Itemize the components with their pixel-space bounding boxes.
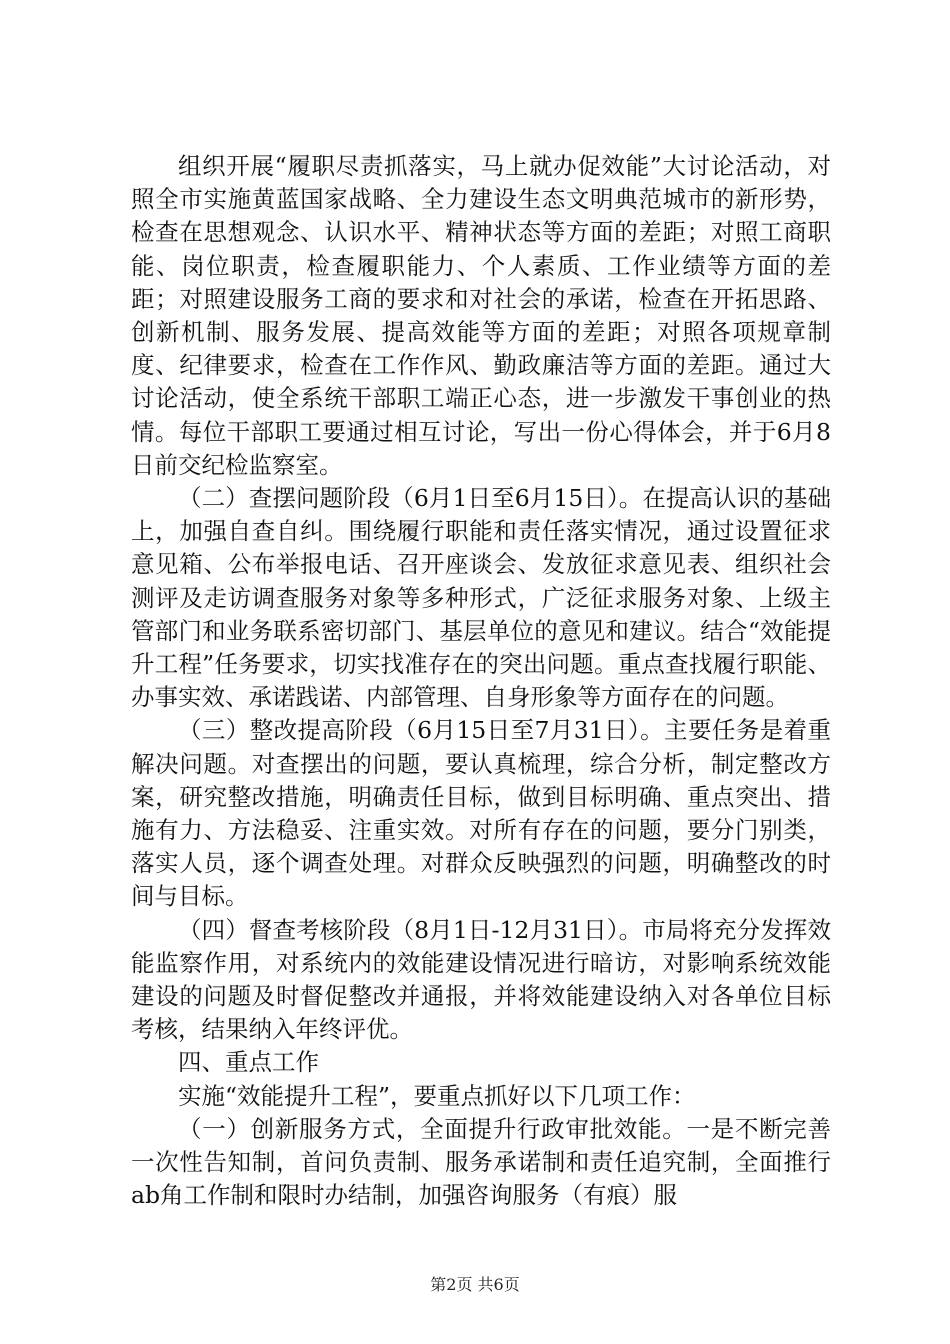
page-number-footer: 第2页 共6页	[430, 1275, 520, 1294]
paragraph-stage-two: （二）查摆问题阶段（6月1日至6月15日）。在提高认识的基础上，加强自查自纠。围绕履行职能和责任落实情况，通过设置征求意见箱、公布举报电话、召开座谈会、发放征求意见表、组织社会测评及走访调查服务对象等多种形式，广泛征求服务对象、上级主管部门和业务联系密切部门、基层单位的意见和建议。结合“效能提升工程”任务要求，切实找准存在的突出问题。重点查找履行职能、办事实效、承诺践诺、内部管理、自身形象等方面存在的问题。	[131, 484, 831, 712]
paragraph-item-one: （一）创新服务方式，全面提升行政审批效能。一是不断完善一次性告知制，首问负责制、服务承诺制和责任追究制，全面推行ab角工作制和限时办结制，加强咨询服务（有痕）服	[131, 1114, 831, 1210]
section-heading-key-work: 四、重点工作	[178, 1048, 319, 1077]
paragraph-discussion-activity: 组织开展“履职尽责抓落实，马上就办促效能”大讨论活动，对照全市实施黄蓝国家战略、全力建设生态文明典范城市的新形势，检查在思想观念、认识水平、精神状态等方面的差距；对照工商职能、岗位职责，检查履职能力、个人素质、工作业绩等方面的差距；对照建设服务工商的要求和对社会的承诺，检查在开拓思路、创新机制、服务发展、提高效能等方面的差距；对照各项规章制度、纪律要求，检查在工作作风、勤政廉洁等方面的差距。通过大讨论活动，使全系统干部职工端正心态，进一步激发干事创业的热情。每位干部职工要通过相互讨论，写出一份心得体会，并于6月8日前交纪检监察室。	[131, 152, 831, 479]
document-body	[131, 150, 831, 1213]
paragraph-stage-three: （三）整改提高阶段（6月15日至7月31日）。主要任务是着重解决问题。对查摆出的问题，要认真梳理，综合分析，制定整改方案，研究整改措施，明确责任目标，做到目标明确、重点突出、措施有力、方法稳妥、注重实效。对所有存在的问题，要分门别类，落实人员，逐个调查处理。对群众反映强烈的问题，明确整改的时间与目标。	[131, 716, 831, 911]
paragraph-key-work-intro: 实施“效能提升工程”，要重点抓好以下几项工作：	[178, 1081, 696, 1110]
paragraph-stage-four: （四）督查考核阶段（8月1日-12月31日）。市局将充分发挥效能监察作用，对系统内的效能建设情况进行暗访，对影响系统效能建设的问题及时督促整改并通报，并将效能建设纳入对各单位目标考核，结果纳入年终评优。	[131, 915, 831, 1044]
